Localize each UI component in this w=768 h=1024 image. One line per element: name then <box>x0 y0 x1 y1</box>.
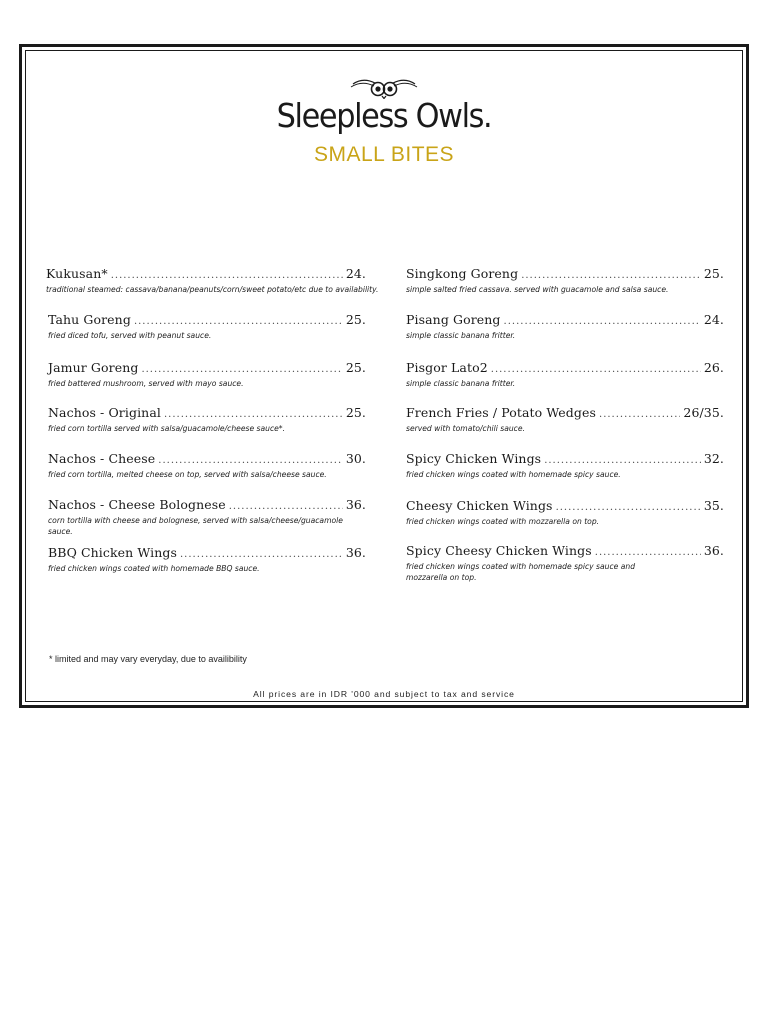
menu-item <box>46 266 379 295</box>
item-price: 25. <box>345 360 366 375</box>
item-name: Nachos - Original <box>48 405 161 420</box>
item-name: Tahu Goreng <box>48 312 131 327</box>
item-name: French Fries / Potato Wedges <box>406 405 597 420</box>
leader-dots <box>544 453 701 469</box>
item-description: simple salted fried cassava. served with guacamole and salsa sauce. <box>406 285 669 294</box>
item-description: fried diced tofu, served with peanut sauce. <box>48 331 212 340</box>
menu-item <box>48 360 366 389</box>
item-description: corn tortilla with cheese and bolognese, served with salsa/cheese/guacamole sauce. <box>48 516 343 536</box>
item-name: Pisgor Lato2 <box>406 360 488 375</box>
menu-item <box>406 405 724 434</box>
item-price: 25. <box>703 266 724 281</box>
item-description: simple classic banana fritter. <box>406 331 516 340</box>
menu-item <box>406 498 724 527</box>
brand-logo <box>22 75 746 133</box>
item-description: served with tomato/chili sauce. <box>406 424 525 433</box>
item-price: 30. <box>345 451 366 466</box>
leader-dots <box>134 314 343 330</box>
item-price: 25. <box>345 312 366 327</box>
item-name: Jamur Goreng <box>48 360 139 375</box>
item-price: 32. <box>703 451 724 466</box>
item-description: fried battered mushroom, served with mayo sauce. <box>48 379 244 388</box>
item-name: Nachos - Cheese Bolognese <box>48 497 226 512</box>
item-name: Cheesy Chicken Wings <box>406 498 553 513</box>
item-name: Spicy Cheesy Chicken Wings <box>406 543 592 558</box>
leader-dots <box>158 453 343 469</box>
section-title: SMALL BITES <box>313 143 455 166</box>
item-name: BBQ Chicken Wings <box>48 545 177 560</box>
menu-item <box>48 451 366 480</box>
leader-dots <box>141 362 342 378</box>
item-name: Pisang Goreng <box>406 312 501 327</box>
menu-item <box>406 451 724 480</box>
item-price: 24. <box>703 312 724 327</box>
item-name: Kukusan* <box>46 266 108 281</box>
leader-dots <box>556 500 701 516</box>
menu-item <box>48 312 366 341</box>
item-description: fried corn tortilla, melted cheese on top, served with salsa/cheese sauce. <box>48 470 327 479</box>
item-description: traditional steamed: cassava/banana/peanuts/corn/sweet potato/etc due to availability. <box>46 285 379 294</box>
item-description: fried chicken wings coated with homemade BBQ sauce. <box>48 564 260 573</box>
menu-item <box>406 312 724 341</box>
item-description: fried chicken wings coated with homemade spicy sauce and mozzarella on top. <box>406 562 636 582</box>
item-description: fried chicken wings coated with homemade spicy sauce. <box>406 470 621 479</box>
leader-dots <box>180 547 343 563</box>
item-price: 26. <box>703 360 724 375</box>
item-name: Singkong Goreng <box>406 266 519 281</box>
leader-dots <box>491 362 701 378</box>
item-price: 35. <box>703 498 724 513</box>
item-description: fried chicken wings coated with mozzarella on top. <box>406 517 600 526</box>
menu-frame <box>19 44 749 708</box>
item-price: 36. <box>703 543 724 558</box>
item-price: 36. <box>345 497 366 512</box>
item-price: 26/35. <box>683 405 724 420</box>
item-price: 24. <box>345 266 366 281</box>
menu-item <box>406 266 724 295</box>
item-price: 36. <box>345 545 366 560</box>
leader-dots <box>111 268 343 284</box>
menu-item <box>48 497 366 537</box>
menu-item <box>48 405 366 434</box>
menu-item <box>406 543 724 583</box>
leader-dots <box>521 268 701 284</box>
leader-dots <box>504 314 701 330</box>
item-description: simple classic banana fritter. <box>406 379 516 388</box>
leader-dots <box>229 499 343 515</box>
leader-dots <box>595 545 701 561</box>
leader-dots <box>164 407 343 423</box>
menu-item <box>406 360 724 389</box>
leader-dots <box>599 407 680 423</box>
availability-footnote: * limited and may vary everyday, due to availibility <box>49 654 247 664</box>
item-name: Spicy Chicken Wings <box>406 451 542 466</box>
menu-item <box>48 545 366 574</box>
item-price: 25. <box>345 405 366 420</box>
prices-note: All prices are in IDR '000 and subject to tax and service <box>253 689 515 699</box>
item-description: fried corn tortilla served with salsa/guacamole/cheese sauce*. <box>48 424 286 433</box>
item-name: Nachos - Cheese <box>48 451 156 466</box>
brand-name: Sleepless Owls. <box>276 96 492 135</box>
